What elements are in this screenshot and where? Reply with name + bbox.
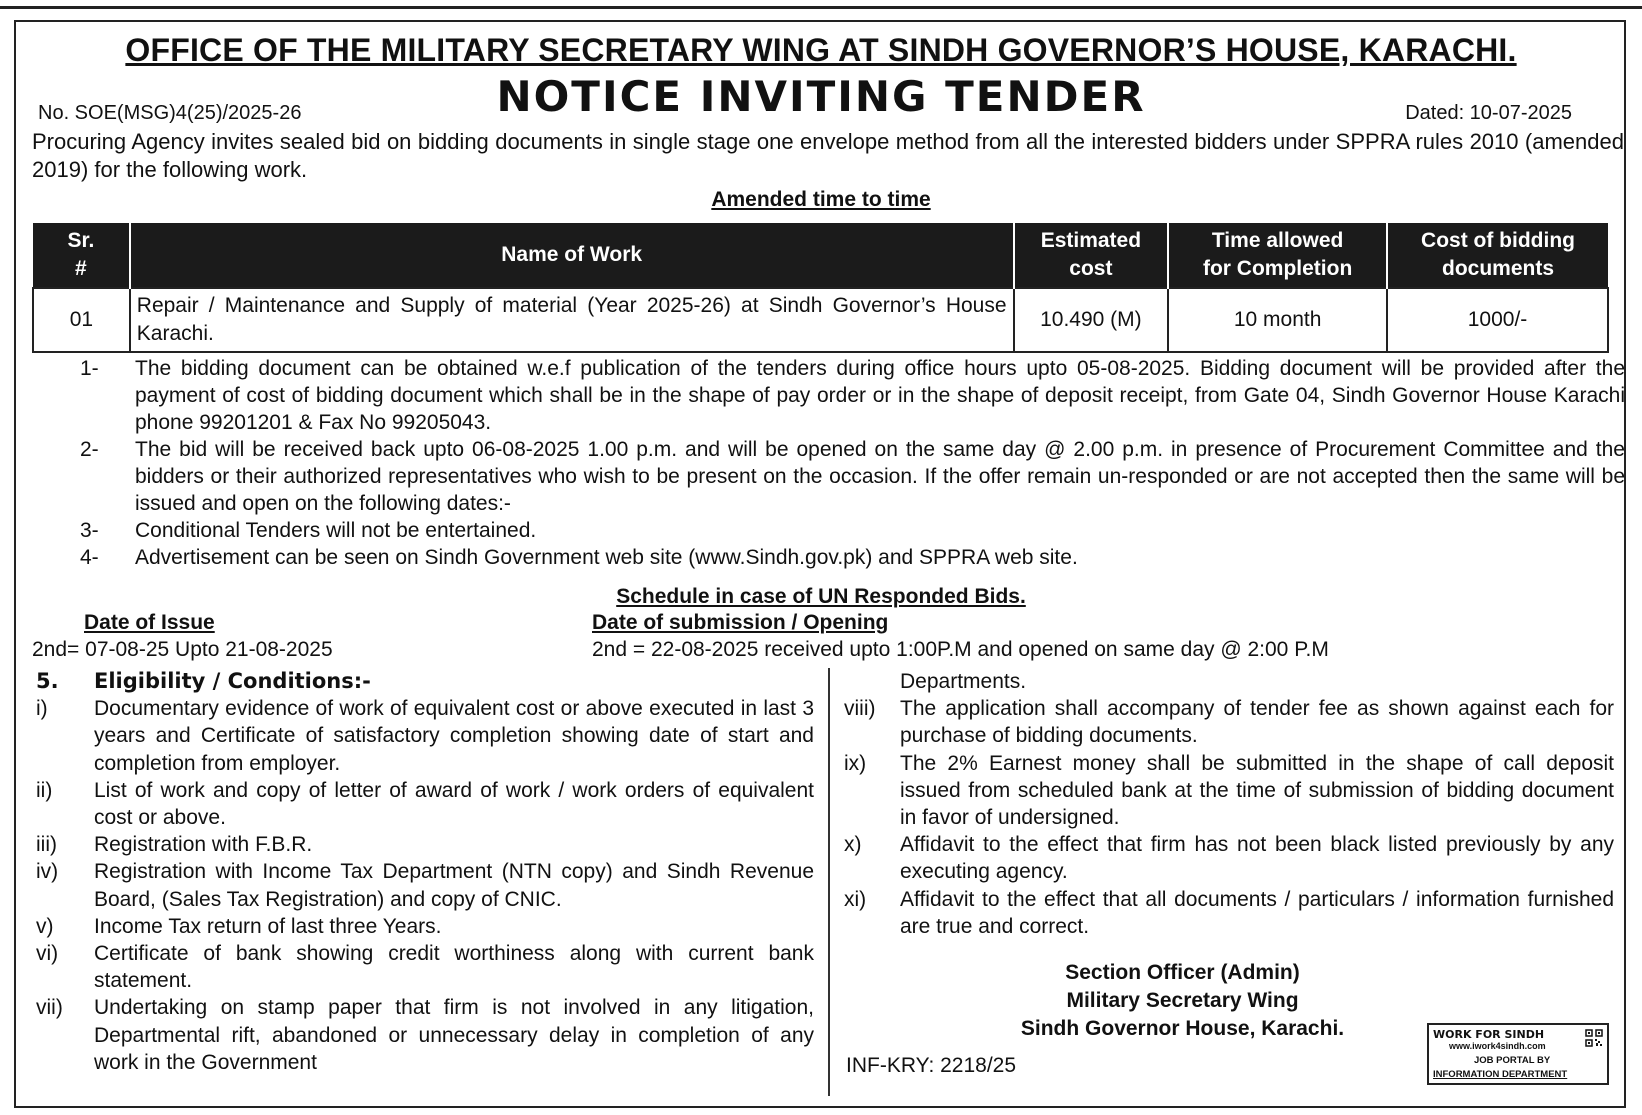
inf-reference: INF-KRY: 2218/25 (846, 1054, 1017, 1077)
condition-item (36, 913, 814, 940)
item-text: The bid will be received back upto 06-08-2025 1.00 p.m. and will be opened on the same day @ 2.00 p.m. in presence of Procurement Committee and the bidders or their authorized representatives who wish to be present on the occasion. If the offer remain un-responded or are not accepted then the same will be issued and open on the following dates:- (135, 438, 1625, 515)
condition-text: Undertaking on stamp paper that firm is not involved in any litigation, Departmental rift, abandoned or unnecessary delay in completion of any work in the Government (94, 996, 814, 1074)
condition-item (36, 994, 814, 1076)
header-estimated-cost: Estimated cost (1014, 223, 1169, 288)
header-cost-of-documents: Cost of bidding documents (1387, 223, 1608, 288)
date-of-issue-heading: Date of Issue (84, 611, 215, 634)
section-number: 5. (36, 669, 59, 693)
item-number: 2- (80, 438, 99, 461)
condition-number: iii) (36, 833, 57, 857)
logo-line-4: INFORMATION DEPARTMENT (1433, 1069, 1568, 1080)
item-number: 4- (80, 546, 99, 569)
signature-title: Section Officer (Admin) (1065, 961, 1300, 984)
item-text: Advertisement can be seen on Sindh Government web site (www.Sindh.gov.pk) and SPPRA web site. (135, 546, 1078, 569)
signature-wing: Military Secretary Wing (1066, 989, 1299, 1012)
condition-text: Affidavit to the effect that firm has not been black listed previously by any executing agency. (900, 833, 1614, 884)
logo-line-1: WORK FOR SINDH (1433, 1028, 1545, 1041)
cell-time-allowed: 10 month (1168, 288, 1387, 352)
condition-number: i) (36, 697, 48, 721)
instructions-list (80, 355, 1625, 571)
eligibility-left-column (36, 668, 814, 1076)
condition-item (844, 886, 1614, 940)
date-of-issue-value: 2nd= 07-08-25 Upto 21-08-2025 (32, 638, 333, 661)
condition-text: The application shall accompany of tender fee as shown against each for purchase of bidding documents. (900, 697, 1614, 748)
condition-number: ix) (844, 751, 867, 775)
condition-item (36, 695, 814, 777)
notice-date: Dated: 10-07-2025 (1405, 102, 1572, 124)
condition-number: x) (844, 833, 862, 857)
condition-item (36, 831, 814, 858)
condition-number: xi) (844, 887, 867, 911)
cell-cost-of-documents: 1000/- (1387, 288, 1608, 352)
eligibility-right-column (844, 668, 1614, 940)
condition-number: vi) (36, 942, 59, 966)
top-rule (0, 6, 1642, 9)
header-time-allowed: Time allowed for Completion (1168, 223, 1387, 288)
signature-block (900, 959, 1465, 1043)
amended-note: Amended time to time (711, 188, 931, 211)
condition-text: List of work and copy of letter of award of work / work orders of equivalent cost or above. (94, 778, 814, 830)
condition-item (36, 940, 814, 994)
intro-paragraph: Procuring Agency invites sealed bid on bidding documents in single stage one envelope method from all the interested bidders under SPPRA rules 2010 (amended 2019) for the following work. (32, 129, 1624, 182)
item-number: 3- (80, 519, 99, 542)
condition-number: ii) (36, 778, 53, 802)
signature-address: Sindh Governor House, Karachi. (1020, 1017, 1345, 1040)
work-for-sindh-logo (1427, 1023, 1609, 1085)
condition-text: Affidavit to the effect that all documents / particulars / information furnished are true and correct. (900, 887, 1614, 938)
condition-number: v) (36, 914, 54, 938)
logo-line-2: www.iwork4sindh.com (1449, 1041, 1546, 1051)
reference-number: No. SOE(MSG)4(25)/2025-26 (38, 102, 302, 124)
condition-number: vii) (36, 996, 63, 1020)
condition-text: Registration with Income Tax Department (NTN copy) and Sindh Revenue Board, (Sales Tax Registration) and copy of CNIC. (94, 860, 814, 911)
item-number: 1- (80, 357, 99, 380)
condition-item (844, 831, 1614, 885)
condition-item (36, 858, 814, 912)
list-item (80, 517, 1625, 544)
condition-text: Certificate of bank showing credit worthiness along with current bank statement. (94, 942, 814, 993)
section-title: Eligibility / Conditions:- (94, 669, 371, 693)
condition-number: viii) (844, 697, 876, 721)
item-text: Conditional Tenders will not be entertained. (135, 519, 537, 542)
tender-table (32, 223, 1609, 353)
cell-name-of-work: Repair / Maintenance and Supply of material (Year 2025-26) at Sindh Governor’s House Karachi. (130, 288, 1014, 352)
condition-item (36, 777, 814, 831)
cell-sr: 01 (33, 288, 130, 352)
header-name-of-work: Name of Work (130, 223, 1014, 288)
eligibility-heading (36, 668, 814, 695)
item-text: The bidding document can be obtained w.e.f publication of the tenders during office hours upto 05-08-2025. Bidding document will be provided after the payment of cost of bidding document which shall be in the shape of pay order or in the shape of deposit receipt, from Gate 04, Sindh Governor House Karachi phone 99201201 & Fax No 99205043. (135, 357, 1625, 434)
condition-item (844, 750, 1614, 832)
table-header-row (33, 223, 1608, 288)
logo-line-3: JOB PORTAL BY (1474, 1055, 1551, 1066)
condition-item (844, 695, 1614, 749)
condition-number: iv) (36, 860, 59, 884)
list-item (80, 544, 1625, 571)
date-of-submission-heading: Date of submission / Opening (592, 611, 889, 634)
cell-estimated-cost: 10.490 (M) (1014, 288, 1169, 352)
list-item (80, 436, 1625, 517)
list-item (80, 355, 1625, 436)
header-sr: Sr. # (33, 223, 130, 288)
condition-text: Documentary evidence of work of equivalent cost or above executed in last 3 years and Certificate of satisfactory completion showing date of start and completion from employer. (94, 697, 814, 775)
condition-continuation: Departments. (900, 670, 1027, 693)
date-of-submission-value: 2nd = 22-08-2025 received upto 1:00P.M and opened on same day @ 2:00 P.M (592, 638, 1329, 661)
qr-code-icon (1585, 1029, 1603, 1047)
condition-text: The 2% Earnest money shall be submitted in the shape of call deposit issued from scheduled bank at the time of submission of bidding document in favor of undersigned. (900, 751, 1614, 830)
condition-text: Income Tax return of last three Years. (94, 914, 442, 938)
notice-title: NOTICE INVITING TENDER (496, 72, 1146, 121)
schedule-title: Schedule in case of UN Responded Bids. (616, 585, 1026, 608)
office-heading: OFFICE OF THE MILITARY SECRETARY WING AT SINDH GOVERNOR’S HOUSE, KARACHI. (125, 32, 1517, 68)
condition-text: Registration with F.B.R. (94, 833, 313, 857)
column-divider (828, 668, 830, 1096)
table-row (33, 288, 1608, 352)
